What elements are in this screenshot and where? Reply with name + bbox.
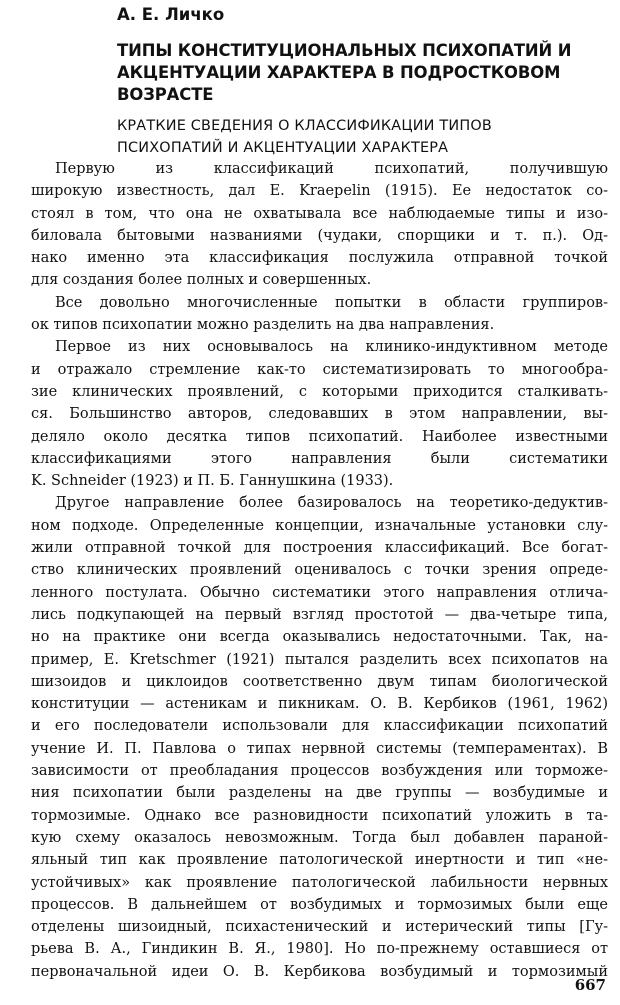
text-line: биловала бытовыми названиями (чудаки, спорщики и т. п.). Од- [31, 227, 608, 244]
section-heading-line: КРАТКИЕ СВЕДЕНИЯ О КЛАССИФИКАЦИИ ТИПОВ [117, 118, 492, 134]
author-name: А. Е. Личко [117, 5, 225, 24]
page-number: 667 [574, 976, 606, 994]
text-line: отделены шизоидный, психастенический и истерический типы [Гу- [31, 919, 608, 936]
text-line: ния психопатии были разделены на две группы — возбудимые и [31, 785, 608, 802]
chapter-title-line: ТИПЫ КОНСТИТУЦИОНАЛЬНЫХ ПСИХОПАТИЙ И [117, 41, 572, 60]
text-line: первоначальной идеи О. В. Кербикова возбудимый и тормозимый [31, 963, 608, 980]
text-line: K. Schneider (1923) и П. Б. Ганнушкина (1933). [31, 473, 394, 490]
body-text [31, 158, 608, 983]
text-line: пример, Е. Kretschmer (1921) пытался разделить всех психопатов на [31, 651, 608, 668]
text-line: учение И. П. Павлова о типах нервной системы (темпераментах). В [31, 740, 608, 757]
paragraph [31, 158, 608, 292]
text-line: Первую из классификаций психопатий, получившую [55, 161, 608, 177]
text-line: классификациями этого направления были систематики [31, 450, 608, 467]
text-line: лись подкупающей на первый взгляд простотой — два-четыре типа, [31, 606, 608, 623]
chapter-title-line: ВОЗРАСТЕ [117, 85, 214, 104]
paragraph [31, 336, 608, 492]
section-heading [117, 115, 597, 159]
text-line: яльный тип как проявление патологической инертности и тип «не- [31, 852, 608, 869]
text-line: кую схему оказалось невозможным. Тогда был добавлен параной- [31, 829, 608, 846]
text-line: тормозимые. Однако все разновидности психопатий уложить в та- [31, 807, 608, 824]
text-line: и отражало стремление как-то систематизировать то многообра- [31, 361, 608, 378]
section-heading-line: ПСИХОПАТИЙ И АКЦЕНТУАЦИИ ХАРАКТЕРА [117, 140, 449, 156]
text-line: ся. Большинство авторов, следовавших в этом направлении, вы- [31, 406, 608, 423]
text-line: стоял в том, что она не охватывала все наблюдаемые типы и изо- [31, 205, 608, 222]
text-line: Другое направление более базировалось на теоретико-дедуктив- [55, 495, 608, 512]
paragraph [31, 492, 608, 983]
text-line: и его последователи использовали для классификации психопатий [31, 718, 608, 735]
text-line: ок типов психопатии можно разделить на два направления. [31, 317, 495, 334]
paragraph [31, 292, 608, 337]
text-line: рьева В. А., Гиндикин В. Я., 1980]. Но по-прежнему оставшиеся от [31, 941, 608, 958]
text-line: ном подходе. Определенные концепции, изначальные установки слу- [31, 517, 608, 534]
text-line: устойчивых» как проявление патологической лабильности нервных [31, 874, 608, 891]
text-line: процессов. В дальнейшем от возбудимых и тормозимых были еще [31, 896, 608, 913]
text-line: жили отправной точкой для построения классификаций. Все богат- [31, 540, 608, 557]
chapter-title [117, 40, 597, 106]
text-line: широкую известность, дал Е. Kraepelin (1915). Ее недостаток со- [31, 183, 608, 200]
text-line: нако именно эта классификация послужила отправной точкой [31, 250, 608, 267]
text-line: деляло около десятка типов психопатий. Наиболее известными [31, 428, 608, 445]
text-line: для создания более полных и совершенных. [31, 272, 372, 289]
text-line: ленного постулата. Обычно систематики этого направления отлича- [31, 584, 608, 601]
chapter-title-line: АКЦЕНТУАЦИИ ХАРАКТЕРА В ПОДРОСТКОВОМ [117, 63, 561, 82]
text-line: зие клинических проявлений, с которыми приходится сталкивать- [31, 383, 608, 400]
text-line: но на практике они всегда оказывались недостаточными. Так, на- [31, 629, 608, 646]
text-line: зависимости от преобладания процессов возбуждения или торможе- [31, 763, 608, 780]
text-line: конституции — астеникам и пикникам. О. В. Кербиков (1961, 1962) [31, 696, 608, 713]
text-line: шизоидов и циклоидов соответственно двум типам биологической [31, 673, 608, 690]
text-line: Все довольно многочисленные попытки в области группиров- [55, 294, 608, 311]
text-line: Первое из них основывалось на клинико-индуктивном методе [55, 339, 608, 356]
text-line: ство клинических проявлений оценивалось с точки зрения опреде- [31, 562, 608, 579]
